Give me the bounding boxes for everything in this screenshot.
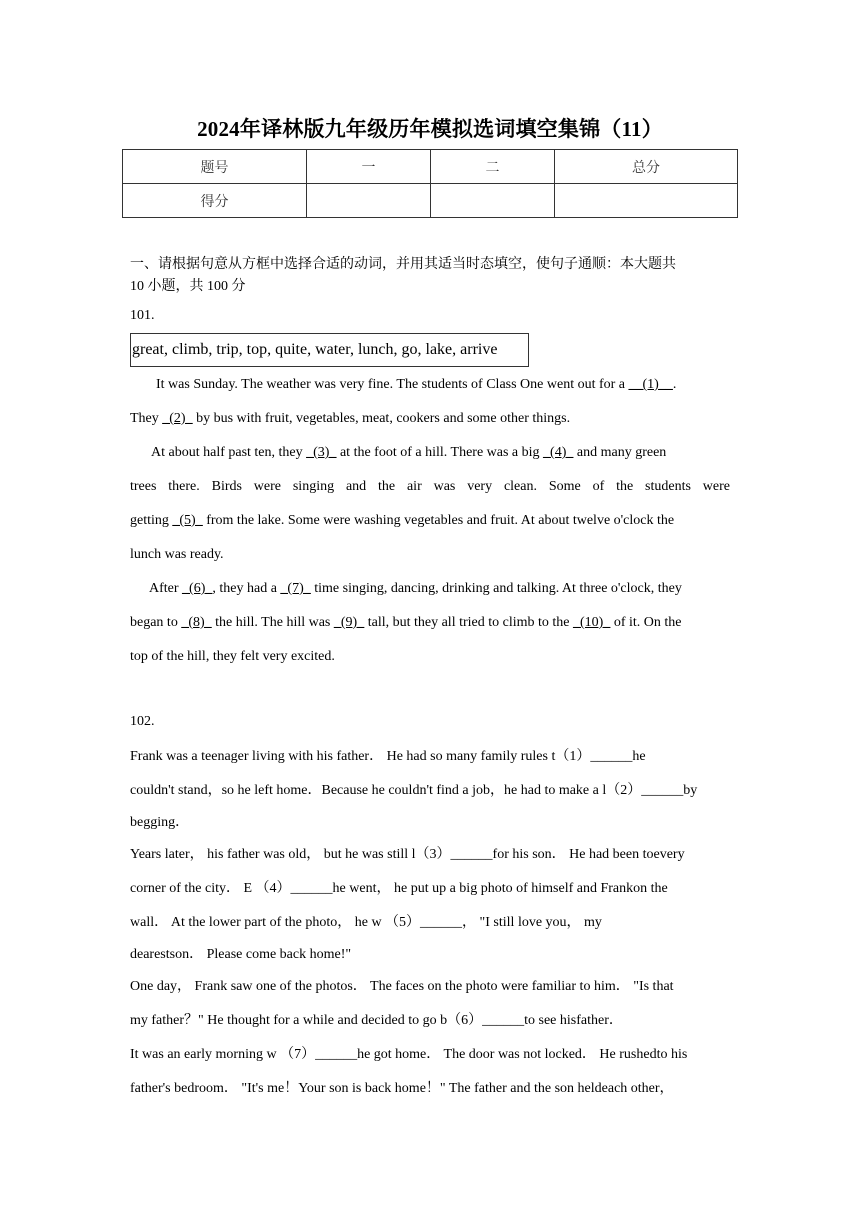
- header-cell-part-one: 一: [307, 150, 431, 184]
- score-table: [122, 149, 738, 218]
- blank-2[interactable]: _(2)_: [162, 411, 193, 426]
- passage2-line-8: One day， Frank saw one of the photos． The faces on the photo were familiar to him． "Is that: [130, 979, 674, 994]
- word-choice-box: great, climb, trip, top, quite, water, lunch, go, lake, arrive: [130, 333, 529, 367]
- passage2-line-3: begging．: [130, 815, 190, 830]
- blank-9[interactable]: _(9)_: [333, 615, 365, 630]
- score-cell-part-one[interactable]: [307, 184, 431, 218]
- question-101-number: 101.: [130, 308, 155, 323]
- passage-line-2: They _(2)_ by bus with fruit, vegetables, meat, cookers and some other things.: [130, 411, 571, 426]
- passage-line-8: began to _(8)_ the hill. The hill was _(9)_ tall, but they all tried to climb to the _(10)_ of it. On the: [130, 615, 682, 630]
- score-table-header-row: [123, 150, 738, 184]
- passage-line-1: It was Sunday. The weather was very fine. The students of Class One went out for a __(1)__.: [156, 377, 677, 392]
- blank-8[interactable]: _(8)_: [181, 615, 212, 630]
- header-cell-total: 总分: [555, 150, 738, 184]
- header-cell-question-number: 题号: [123, 150, 307, 184]
- blank-4[interactable]: _(4)_: [543, 445, 574, 460]
- blank-1[interactable]: __(1)__: [628, 377, 673, 392]
- passage2-line-2: couldn't stand，so he left home．Because he couldn't find a job，he had to make a l（2）______by: [130, 783, 698, 798]
- page-title: 2024年译林版九年级历年模拟选词填空集锦（11）: [197, 117, 663, 141]
- blank-6[interactable]: _(6)_: [182, 581, 213, 596]
- question-102-passage: [130, 740, 735, 1106]
- blank-5[interactable]: _(5)_: [172, 513, 203, 528]
- passage-line-4: trees there. Birds were singing and the air was very clean. Some of the students were: [130, 479, 730, 494]
- section-heading-line-1: 一、请根据句意从方框中选择合适的动词，并用其适当时态填空，使句子通顺：本大题共: [130, 257, 676, 272]
- score-cell-total[interactable]: [555, 184, 738, 218]
- blank-10[interactable]: _(10)_: [573, 615, 611, 630]
- passage2-line-5: corner of the city． E （4）______he went， he put up a big photo of himself and Frankon the: [130, 881, 668, 896]
- passage-line-5: getting _(5)_ from the lake. Some were washing vegetables and fruit. At about twelve o'clock the: [130, 513, 675, 528]
- blank-3[interactable]: _(3)_: [306, 445, 337, 460]
- passage-line-9: top of the hill, they felt very excited.: [130, 649, 335, 664]
- passage-line-3: At about half past ten, they _(3)_ at the foot of a hill. There was a big _(4)_ and many green: [151, 445, 667, 460]
- passage2-line-4: Years later， his father was old， but he was still l（3）______for his son． He had been toevery: [130, 847, 685, 862]
- score-table-score-row: [123, 184, 738, 218]
- header-cell-part-two: 二: [431, 150, 555, 184]
- blank-7[interactable]: _(7)_: [280, 581, 311, 596]
- passage2-line-6: wall． At the lower part of the photo， he w （5）______， "I still love you， my: [130, 915, 602, 930]
- section-heading-line-2: 10 小题，共 100 分: [130, 279, 246, 294]
- score-cell-part-two[interactable]: [431, 184, 555, 218]
- passage-line-7: After _(6)_, they had a _(7)_ time singing, dancing, drinking and talking. At three o'clock, they: [149, 581, 682, 596]
- passage2-line-10: It was an early morning w （7）______he got home． The door was not locked． He rushedto his: [130, 1047, 688, 1062]
- question-102-number: 102.: [130, 714, 155, 729]
- passage2-line-11: father's bedroom． "It's me！Your son is back home！" The father and the son heldeach other，: [130, 1081, 674, 1096]
- passage2-line-7: dearestson． Please come back home!": [130, 947, 352, 962]
- row-label-score: 得分: [123, 184, 307, 218]
- passage2-line-1: Frank was a teenager living with his father． He had so many family rules t（1）______he: [130, 749, 646, 764]
- passage2-line-9: my father？" He thought for a while and decided to go b（6）______to see hisfather．: [130, 1013, 623, 1028]
- passage-line-6: lunch was ready.: [130, 547, 224, 562]
- question-101-passage: [130, 368, 730, 674]
- section-heading: [130, 254, 730, 298]
